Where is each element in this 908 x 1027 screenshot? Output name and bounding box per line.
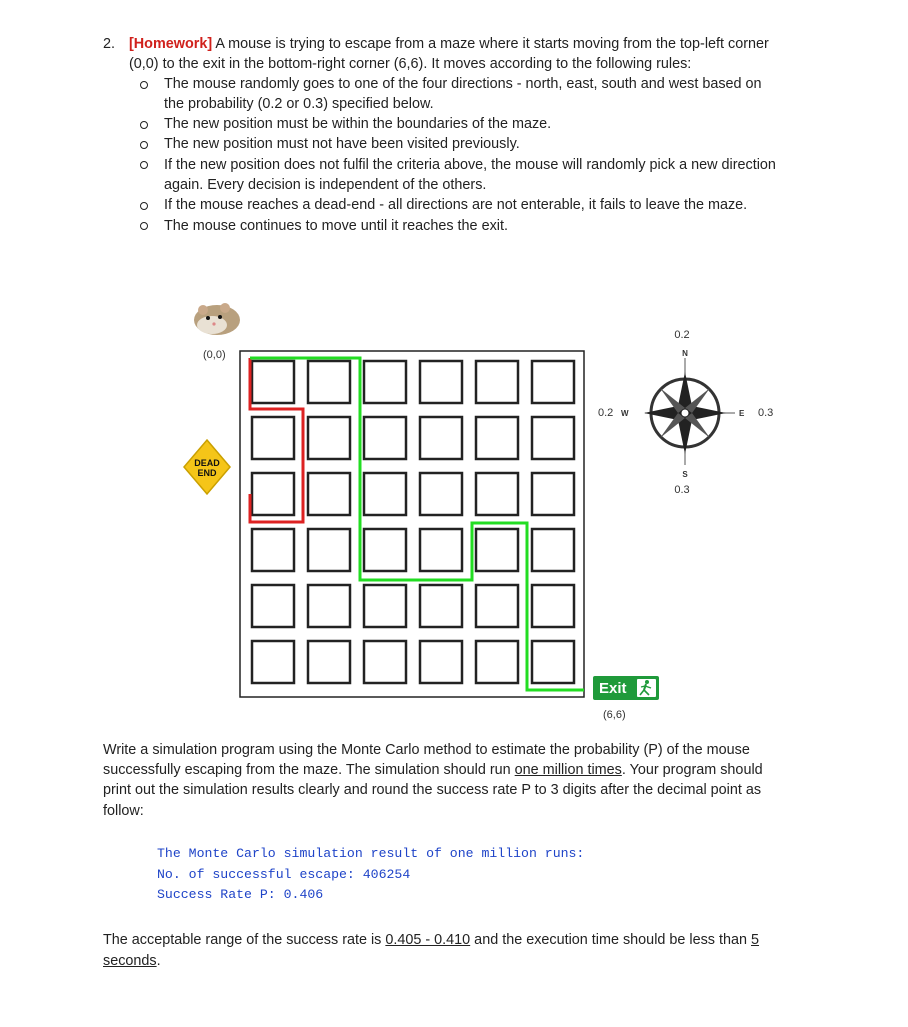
output-line2: No. of successful escape: 406254 — [157, 867, 411, 882]
maze-cell — [420, 361, 462, 403]
task-line2 — [103, 760, 763, 780]
maze-cell — [476, 585, 518, 627]
output-line3: Success Rate P: 0.406 — [157, 887, 324, 902]
task-line4: follow: — [103, 803, 144, 819]
south-prob: 0.3 — [674, 484, 690, 496]
output-line1: The Monte Carlo simulation result of one million runs: — [157, 846, 585, 861]
rule-1-line2: the probability (0.2 or 0.3) specified below. — [164, 96, 434, 112]
compass-icon — [644, 358, 735, 465]
maze-cell — [420, 473, 462, 515]
rule-5: If the mouse reaches a dead-end - all directions are not enterable, it fails to leave the maze. — [164, 197, 748, 213]
west-prob: 0.2 — [598, 407, 614, 419]
task-runs-underlined: one million times — [514, 762, 622, 778]
dead-end-sign — [184, 440, 230, 494]
bullet-icon — [140, 81, 148, 89]
maze-cell — [420, 529, 462, 571]
task-line1: Write a simulation program using the Monte Carlo method to estimate the probability (P) of the mouse — [103, 742, 750, 758]
maze-cell — [532, 585, 574, 627]
intro-line1: A mouse is trying to escape from a maze where it starts moving from the top-left corner — [212, 36, 769, 52]
footer-line2 — [103, 951, 161, 971]
bullet-icon — [140, 121, 148, 129]
maze-cell — [476, 361, 518, 403]
maze-cell — [420, 641, 462, 683]
maze-cell — [252, 585, 294, 627]
maze-cell — [364, 529, 406, 571]
bullet-icon — [140, 222, 148, 230]
maze-cell — [364, 473, 406, 515]
north-letter: N — [682, 349, 688, 358]
exit-label: Exit — [599, 680, 627, 697]
maze-cell — [476, 417, 518, 459]
maze-cell — [308, 529, 350, 571]
maze-cell — [308, 585, 350, 627]
maze-cell — [532, 529, 574, 571]
footer-c: . — [156, 953, 161, 969]
maze-cell — [308, 417, 350, 459]
maze-figure — [180, 290, 800, 730]
maze-cell — [532, 473, 574, 515]
maze-cell — [420, 585, 462, 627]
maze-cell — [252, 417, 294, 459]
maze-cell — [252, 641, 294, 683]
footer-a: The acceptable range of the success rate is — [103, 932, 386, 948]
bullet-icon — [140, 141, 148, 149]
rule-1-line1: The mouse randomly goes to one of the four directions - north, east, south and west based on — [164, 76, 762, 92]
maze-cell — [364, 585, 406, 627]
maze-cell — [364, 417, 406, 459]
footer-time2: seconds — [103, 953, 157, 969]
start-label: (0,0) — [203, 349, 226, 361]
dead-end-line2: END — [197, 468, 217, 478]
maze-cell — [252, 361, 294, 403]
maze-cell — [252, 529, 294, 571]
footer-b: and the execution time should be less than — [470, 932, 751, 948]
footer-time1: 5 — [751, 932, 760, 948]
footer-range: 0.405 - 0.410 — [385, 932, 471, 948]
rule-2: The new position must be within the boundaries of the maze. — [164, 116, 552, 132]
maze-cell — [532, 361, 574, 403]
task-line3: print out the simulation results clearly and round the success rate P to 3 digits after the decimal point as — [103, 782, 762, 798]
maze-cell — [364, 641, 406, 683]
dead-end-line1: DEAD — [194, 458, 220, 468]
north-prob: 0.2 — [674, 329, 690, 341]
maze-cell — [364, 361, 406, 403]
task-line2b: . Your program should — [621, 762, 763, 778]
bullet-icon — [140, 161, 148, 169]
maze-cell — [308, 361, 350, 403]
footer-line1 — [103, 930, 759, 950]
bullet-icon — [140, 202, 148, 210]
maze-cell — [308, 641, 350, 683]
end-label: (6,6) — [603, 709, 626, 721]
rule-3: The new position must not have been visited previously. — [164, 136, 520, 152]
maze-cell — [532, 417, 574, 459]
rule-4-line1: If the new position does not fulfil the criteria above, the mouse will randomly pick a new direction — [164, 157, 776, 173]
question-intro — [129, 34, 819, 54]
mouse-icon — [194, 303, 240, 335]
maze-cell — [420, 417, 462, 459]
maze-cell — [476, 529, 518, 571]
maze-cell — [532, 641, 574, 683]
west-letter: W — [621, 409, 629, 418]
east-prob: 0.3 — [758, 407, 774, 419]
maze-svg — [180, 290, 800, 730]
east-letter: E — [739, 409, 745, 418]
intro-line2: (0,0) to the exit in the bottom-right corner (6,6). It moves according to the following rules: — [129, 56, 692, 72]
exit-sign — [593, 676, 659, 700]
south-letter: S — [682, 470, 688, 479]
rule-4-line2: again. Every decision is independent of the others. — [164, 177, 487, 193]
task-line2a: successfully escaping from the maze. The simulation should run — [103, 762, 515, 778]
question-number: 2. — [103, 36, 116, 52]
maze-cell — [252, 473, 294, 515]
maze-cell — [476, 641, 518, 683]
rule-6: The mouse continues to move until it reaches the exit. — [164, 218, 508, 234]
homework-tag: [Homework] — [129, 36, 213, 52]
maze-cell — [308, 473, 350, 515]
maze-cell — [476, 473, 518, 515]
